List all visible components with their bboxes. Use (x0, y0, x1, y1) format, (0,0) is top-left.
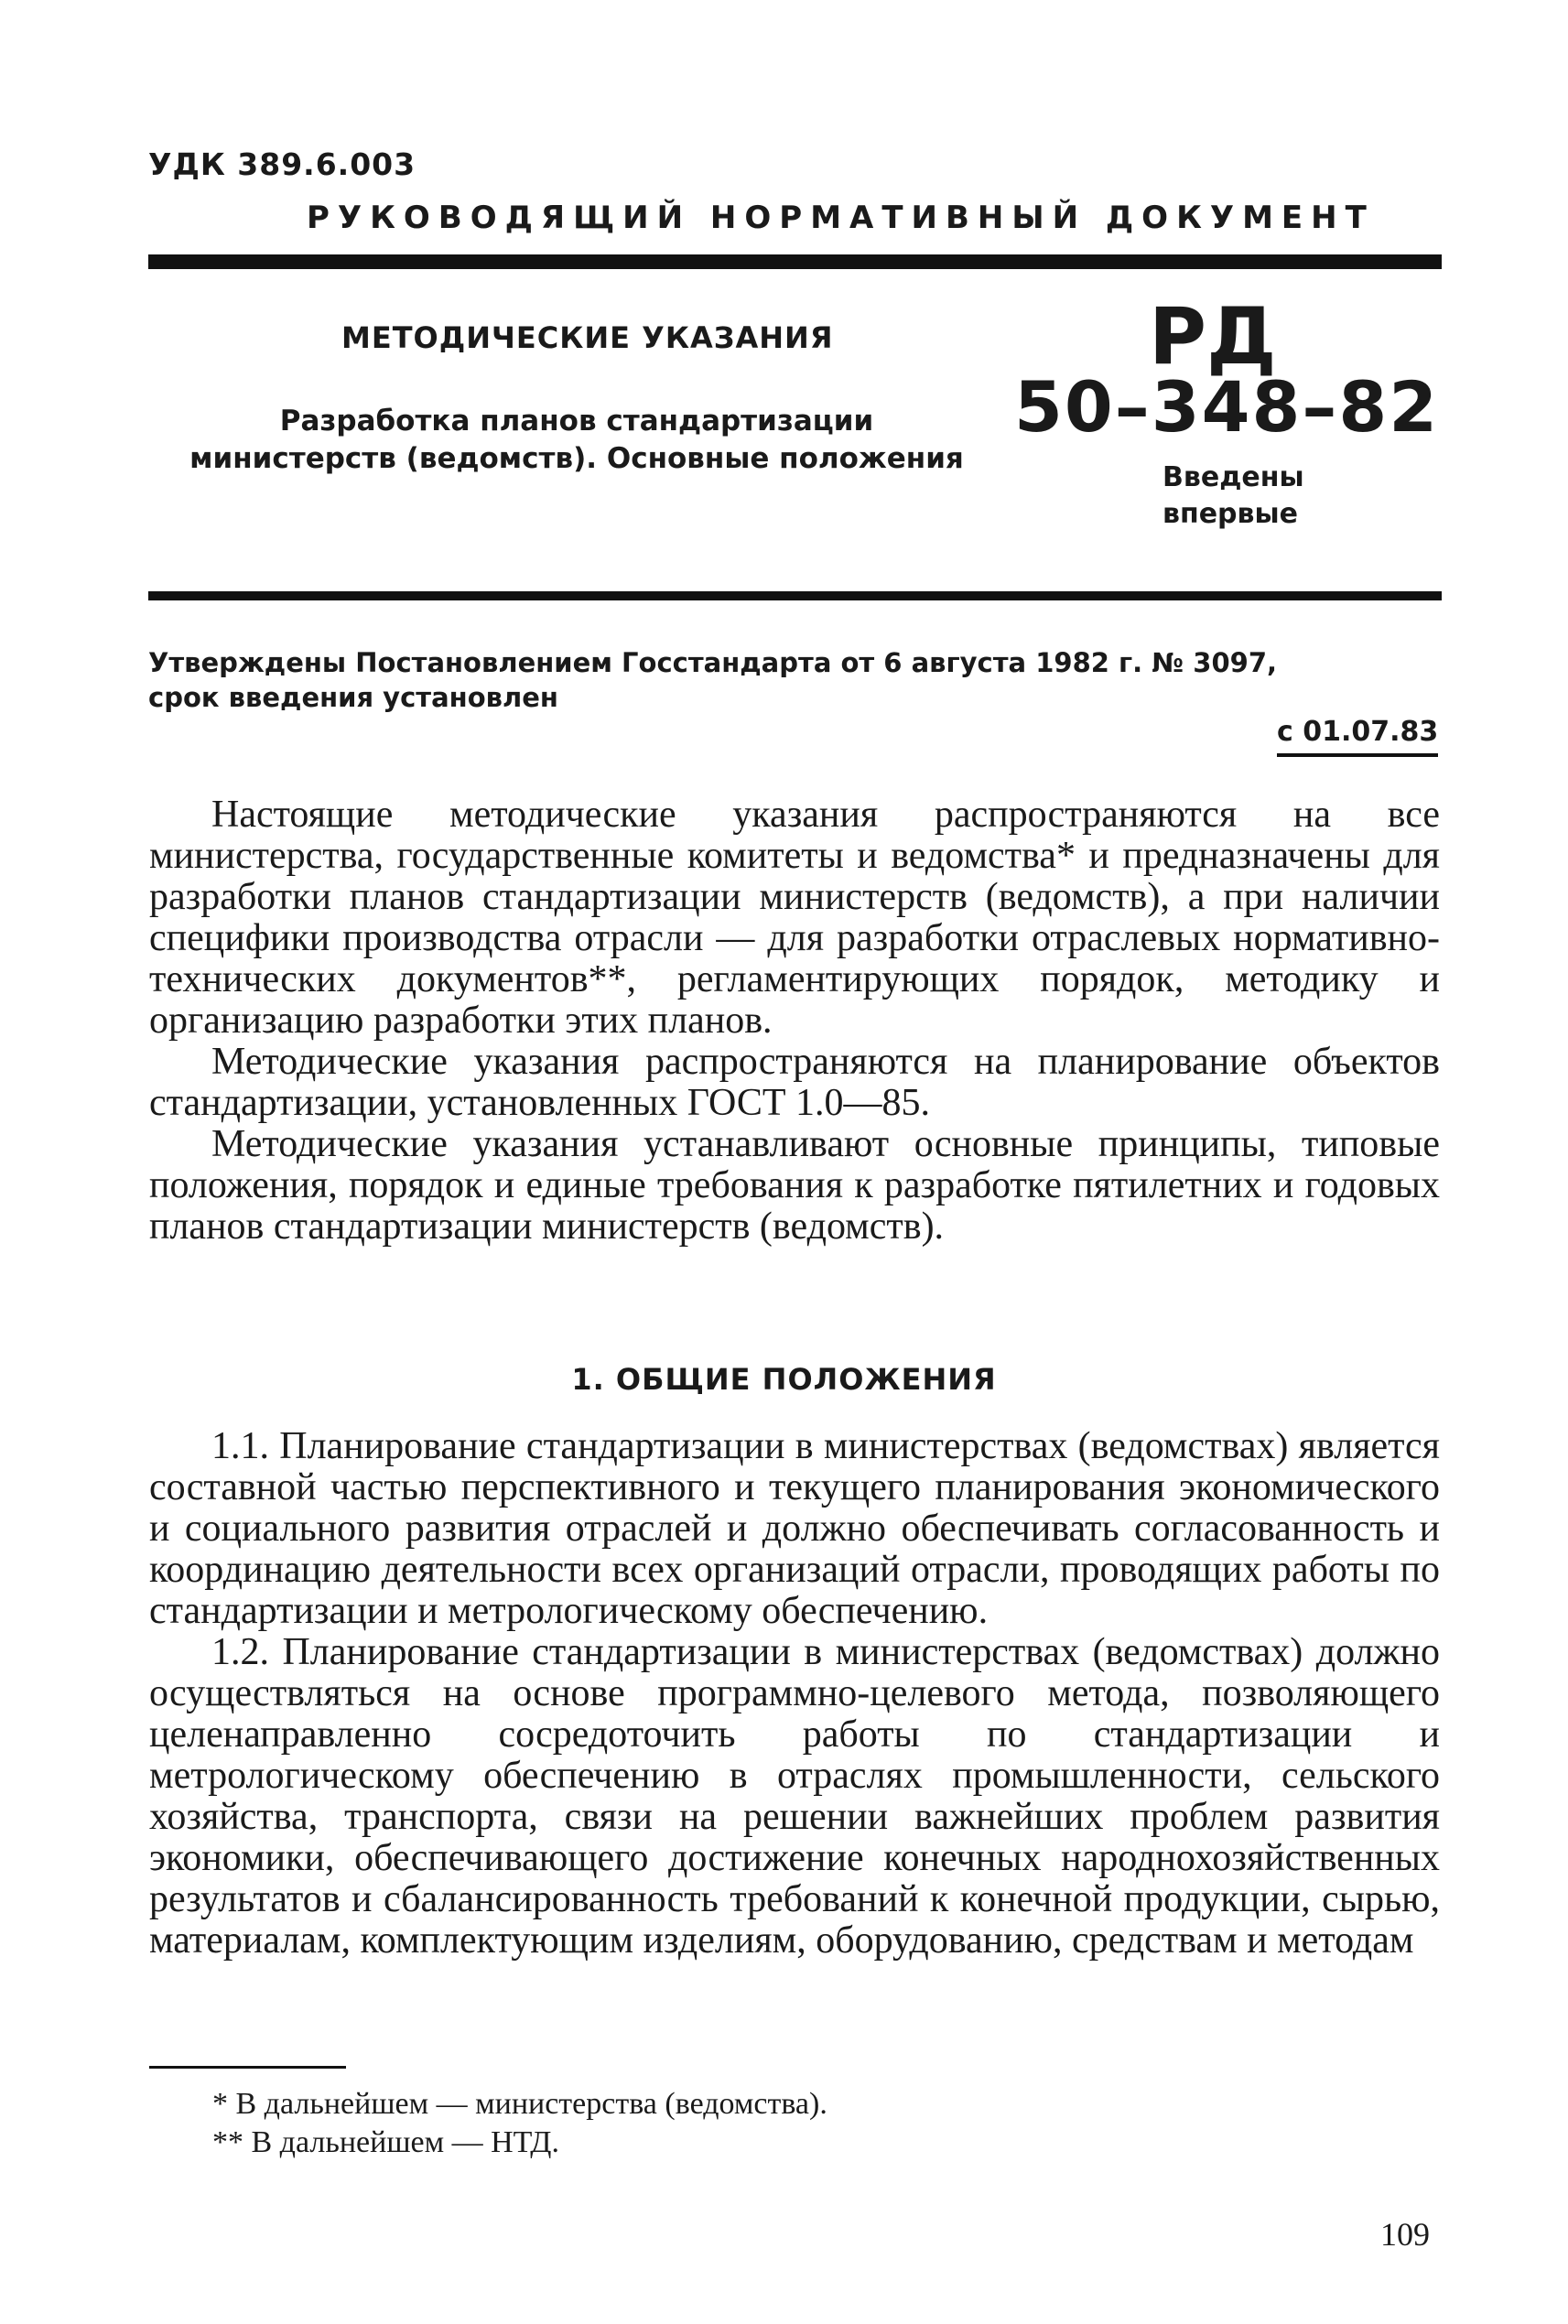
document-type-heading: РУКОВОДЯЩИЙ НОРМАТИВНЫЙ ДОКУМЕНТ (307, 200, 1375, 236)
footnotes (212, 2085, 827, 2162)
subtitle-line-2: министерств (ведомств). Основные положения (189, 442, 964, 475)
method-title: МЕТОДИЧЕСКИЕ УКАЗАНИЯ (341, 320, 834, 355)
intro-paragraph: Методические указания распространяются на планирование объектов стандартизации, установленных ГОСТ 1.0—85. (149, 1041, 1440, 1124)
section-text (149, 1426, 1440, 1962)
section-heading: 1. ОБЩИЕ ПОЛОЖЕНИЯ (571, 1362, 997, 1397)
subtitle-line-1: Разработка планов стандартизации (279, 405, 874, 438)
intro-paragraph: Методические указания устанавливают основные принципы, типовые положения, порядок и единые требования к разработке пятилетних и годовых планов стандартизации министерств (ведомств). (149, 1123, 1440, 1248)
introduced-line-1: Введены (1162, 461, 1304, 493)
footnote: * В дальнейшем — министерства (ведомства). (212, 2087, 827, 2121)
rd-number: 50–348–82 (1014, 366, 1440, 448)
rd-label: РД (1149, 291, 1277, 383)
footnote: ** В дальнейшем — НТД. (212, 2125, 559, 2159)
document-subtitle (183, 403, 970, 478)
section-paragraph: 1.2. Планирование стандартизации в министерствах (ведомствах) должно осуществляться на основе программно-целевого метода, позволяющего целенаправленно сосредоточить работы по стандартизации и метрологическому обеспечению в отраслях промышленности, сельского хозяйства, транспорта, связи на решении важнейших проблем развития экономики, обеспечивающего достижение конечных народнохозяйственных результатов и сбалансированность требований к конечной продукции, сырью, материалам, комплектующим изделиям, оборудованию, средствам и методам (149, 1631, 1440, 1962)
intro-paragraph: Настоящие методические указания распространяются на все министерства, государственные комитеты и ведомства* и предназначены для разработки планов стандартизации министерств (ведомств), а при наличии специфики производства отрасли — для разработки отраслевых нормативно-технических документов**, регламентирующих порядок, методику и организацию разработки этих планов. (149, 794, 1440, 1042)
top-rule (148, 254, 1442, 269)
bottom-rule (148, 591, 1442, 600)
udk-code: УДК 389.6.003 (148, 146, 416, 182)
page-number: 109 (1380, 2216, 1430, 2253)
footnote-divider (149, 2066, 346, 2069)
introduced-line-2: впервые (1162, 498, 1298, 530)
introduced-note (1162, 459, 1304, 533)
approval-statement (148, 645, 1439, 715)
approval-line-2: срок введения установлен (148, 682, 558, 713)
section-paragraph: 1.1. Планирование стандартизации в министерствах (ведомствах) является составной частью перспективного и текущего планирования экономического и социального развития отраслей и должно обеспечивать согласованность и координацию деятельности всех организаций отрасли, проводящих работы по стандартизации и метрологическому обеспечению. (149, 1425, 1440, 1632)
intro-text (149, 794, 1440, 1248)
effective-date: с 01.07.83 (1277, 716, 1438, 757)
approval-line-1: Утверждены Постановлением Госстандарта от 6 августа 1982 г. № 3097, (148, 647, 1278, 678)
